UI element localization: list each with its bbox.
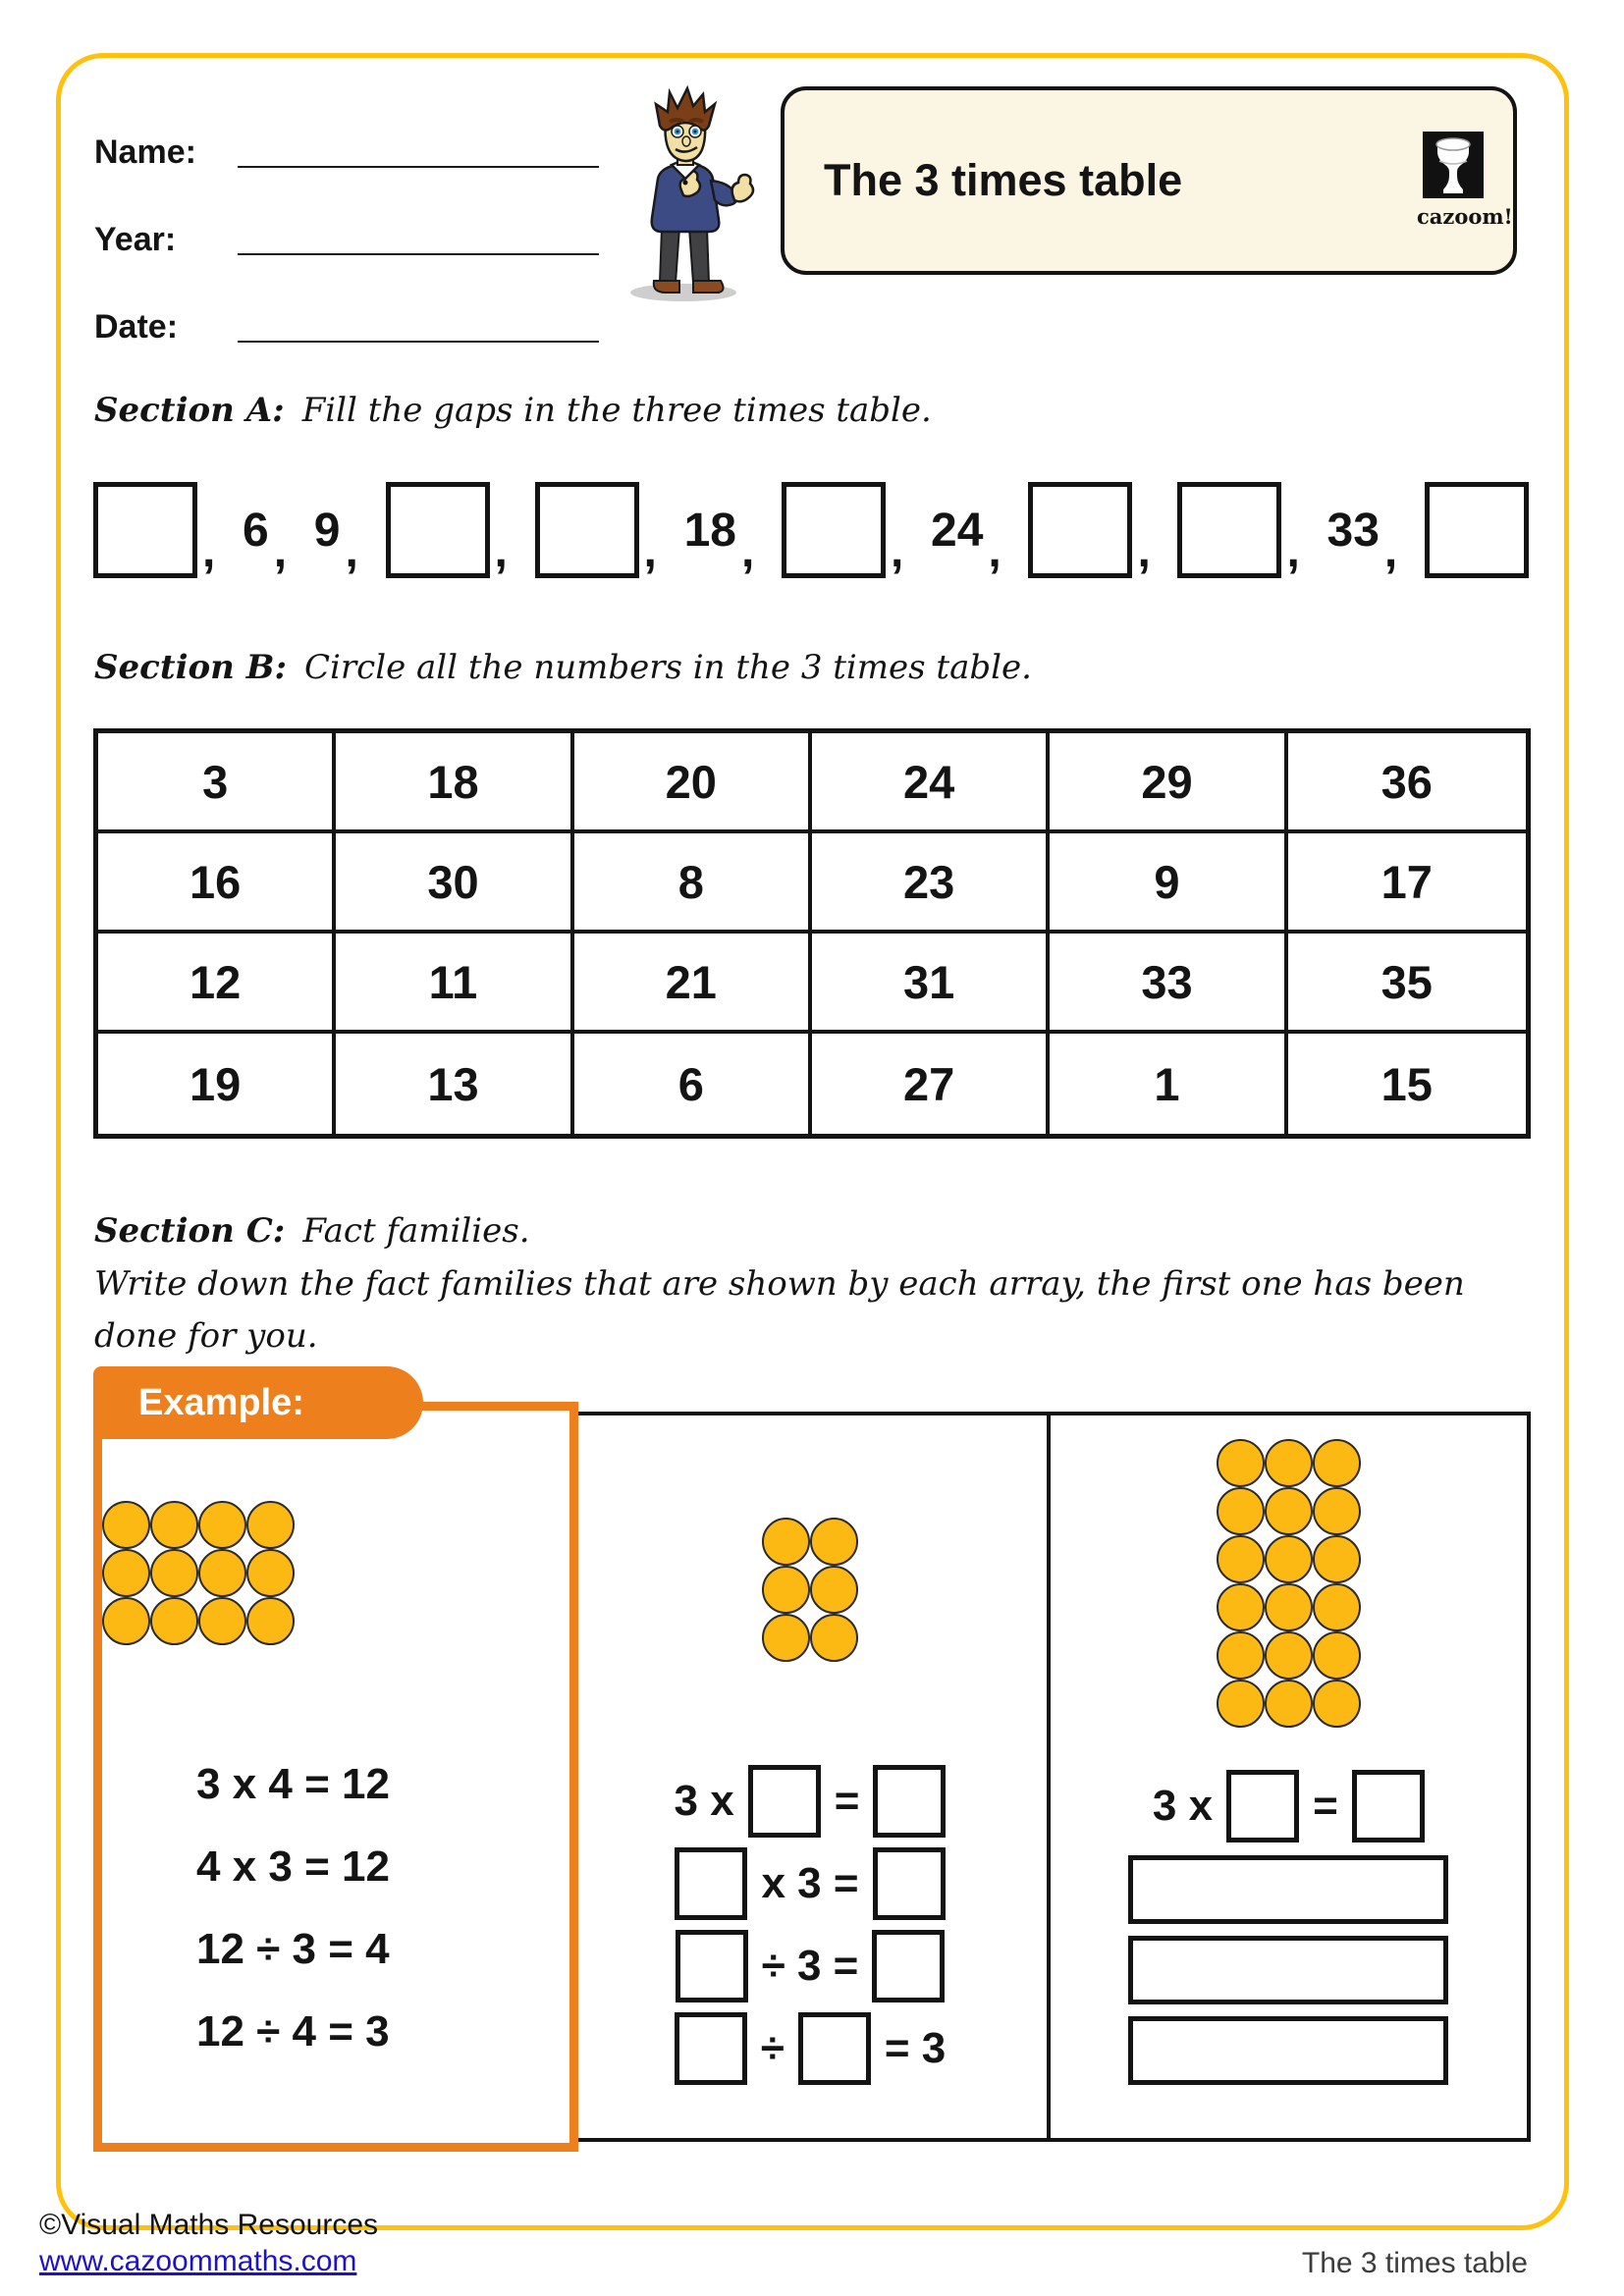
sequence-item — [684, 481, 757, 579]
counter-dot — [1313, 1631, 1361, 1680]
logo-wordmark: cazoom! — [1417, 204, 1513, 229]
sequence-item — [243, 481, 289, 579]
grid-number[interactable]: 35 — [1288, 934, 1526, 1034]
field-write-line[interactable] — [238, 166, 599, 168]
grid-number[interactable]: 9 — [1050, 833, 1287, 934]
equation-text: ÷ — [760, 2024, 785, 2072]
comma: , — [273, 525, 288, 577]
counter-dot — [198, 1549, 246, 1597]
answer-line[interactable] — [1128, 1855, 1448, 1924]
field-row — [94, 259, 599, 347]
sequence-item — [386, 481, 510, 579]
answer-box[interactable] — [93, 482, 197, 578]
equation-row — [1051, 1769, 1527, 1843]
grid-number[interactable]: 24 — [812, 733, 1050, 833]
counter-dot — [1217, 1583, 1265, 1631]
section-c-label: Section C: — [94, 1211, 286, 1251]
section-b-header — [94, 648, 1032, 687]
footer-worksheet-title: The 3 times table — [1301, 2247, 1528, 2279]
dot-array-12 — [102, 1501, 569, 1645]
answer-box[interactable] — [535, 482, 639, 578]
equation-text: = — [1313, 1782, 1338, 1830]
panel-array-of-18 — [1051, 1415, 1527, 2138]
counter-dot — [810, 1566, 858, 1614]
answer-box[interactable] — [675, 2012, 747, 2085]
grid-number[interactable]: 23 — [812, 833, 1050, 934]
sequence-item — [1177, 481, 1301, 579]
comma: , — [1286, 525, 1300, 577]
answer-box[interactable] — [748, 1765, 821, 1838]
counter-dot — [1217, 1487, 1265, 1535]
counter-dot — [1265, 1631, 1313, 1680]
counter-dot — [762, 1566, 810, 1614]
field-label: Date: — [94, 308, 179, 346]
field-write-line[interactable] — [238, 341, 599, 343]
footer-copyright: ©Visual Maths Resources — [39, 2209, 379, 2241]
counter-dot — [1265, 1680, 1313, 1728]
comma: , — [740, 525, 755, 577]
title-box — [781, 86, 1517, 275]
grid-number[interactable]: 30 — [336, 833, 573, 934]
counter-dot — [102, 1597, 150, 1645]
counter-dot — [246, 1549, 295, 1597]
sequence-item — [1327, 481, 1400, 579]
equation-rows-18 — [1051, 1761, 1527, 1843]
grid-number[interactable]: 15 — [1380, 1057, 1433, 1110]
grid-number[interactable]: 21 — [574, 934, 812, 1034]
grid-number[interactable]: 6 — [574, 1034, 812, 1134]
grid-number[interactable]: 19 — [98, 1034, 336, 1134]
sequence-number: 9 — [313, 504, 341, 557]
comma: , — [988, 525, 1001, 577]
counter-dot — [1217, 1439, 1265, 1487]
counter-dot — [810, 1614, 858, 1662]
grid-number[interactable]: 16 — [98, 833, 336, 934]
section-c-header — [94, 1211, 530, 1251]
counter-dot — [1217, 1680, 1265, 1728]
counter-dot — [762, 1518, 810, 1566]
equation-text: 3 x — [1152, 1782, 1214, 1830]
answer-box[interactable] — [1028, 482, 1132, 578]
comma: , — [643, 525, 657, 577]
counter-dot — [102, 1501, 150, 1549]
counter-dot — [150, 1549, 198, 1597]
field-label: Year: — [94, 221, 177, 258]
field-row — [94, 172, 599, 259]
sequence-item — [1028, 481, 1152, 579]
grid-number[interactable]: 3 — [98, 733, 336, 833]
fact-equation: 12 ÷ 3 = 4 — [196, 1925, 390, 1973]
grid-number[interactable]: 13 — [336, 1034, 573, 1134]
grid-number[interactable]: 33 — [1050, 934, 1287, 1034]
counter-dot — [246, 1597, 295, 1645]
counter-dot — [246, 1501, 295, 1549]
grid-number[interactable]: 36 — [1288, 733, 1526, 833]
answer-box[interactable] — [873, 1847, 946, 1920]
equation-text: ÷ 3 = — [761, 1942, 859, 1990]
comma: , — [1383, 525, 1398, 577]
field-label: Name: — [94, 133, 196, 171]
section-a-header — [94, 391, 932, 430]
sequence-item — [1425, 481, 1529, 579]
counter-dot — [198, 1501, 246, 1549]
sequence-number: 24 — [931, 504, 984, 557]
answer-box[interactable] — [676, 1930, 748, 2002]
grid-number[interactable]: 1 — [1050, 1034, 1287, 1134]
grid-number[interactable]: 31 — [812, 934, 1050, 1034]
counter-dot — [1265, 1583, 1313, 1631]
sequence-number: 33 — [1326, 504, 1380, 557]
comma: , — [202, 525, 216, 577]
answer-box[interactable] — [1177, 482, 1281, 578]
comma: , — [345, 525, 358, 577]
equation-text: = — [834, 1777, 860, 1825]
equation-text: x 3 = — [761, 1859, 859, 1907]
panel-array-of-6 — [573, 1415, 1050, 2138]
answer-box[interactable] — [873, 1765, 946, 1838]
comma: , — [890, 525, 904, 577]
sequence-item — [782, 481, 905, 579]
answer-line[interactable] — [1128, 1936, 1448, 2004]
counter-dot — [1265, 1487, 1313, 1535]
cazoom-logo — [1417, 132, 1513, 229]
equation-text: 3 x — [674, 1777, 734, 1825]
grid-number[interactable]: 11 — [336, 934, 573, 1034]
sequence-number: 18 — [683, 504, 736, 557]
answer-box[interactable] — [798, 2012, 871, 2085]
comma: , — [1137, 525, 1151, 577]
section-c-instruction: Fact families. — [302, 1211, 530, 1251]
answer-line[interactable] — [1128, 2016, 1448, 2085]
counter-dot — [1313, 1680, 1361, 1728]
counter-dot — [762, 1614, 810, 1662]
grid-number[interactable]: 29 — [1050, 733, 1287, 833]
counter-dot — [1313, 1487, 1361, 1535]
drum-icon — [1423, 186, 1484, 202]
footer-link[interactable]: www.cazoommaths.com — [39, 2245, 357, 2277]
section-a-label: Section A: — [94, 391, 285, 430]
example-tab: Example: — [93, 1366, 423, 1439]
answer-box[interactable] — [1226, 1770, 1299, 1842]
counter-dot — [1217, 1535, 1265, 1583]
sequence-item — [535, 481, 659, 579]
grid-number[interactable]: 18 — [336, 733, 573, 833]
answer-box[interactable] — [386, 482, 490, 578]
sequence-item — [931, 481, 1003, 579]
counter-dot — [1217, 1631, 1265, 1680]
answer-box[interactable] — [1352, 1770, 1425, 1842]
sequence-number: 6 — [243, 504, 269, 557]
comma: , — [494, 525, 508, 577]
section-b-label: Section B: — [94, 648, 288, 687]
counter-dot — [1265, 1535, 1313, 1583]
answer-box[interactable] — [782, 482, 886, 578]
section-b-instruction: Circle all the numbers in the 3 times table. — [304, 648, 1032, 687]
counter-dot — [1265, 1439, 1313, 1487]
header-fields — [94, 84, 599, 347]
equation-row — [573, 2011, 1046, 2086]
dot-array-18 — [1217, 1439, 1361, 1728]
equation-row — [573, 1846, 1046, 1921]
grid-number[interactable]: 20 — [574, 733, 812, 833]
fact-equation: 4 x 3 = 12 — [196, 1842, 390, 1891]
answer-box[interactable] — [872, 1930, 945, 2002]
section-a-instruction: Fill the gaps in the three times table. — [301, 391, 932, 430]
grid-number[interactable]: 12 — [98, 934, 336, 1034]
field-row — [94, 84, 599, 172]
example-equations — [196, 1743, 569, 2073]
counter-dot — [198, 1597, 246, 1645]
counter-dot — [102, 1549, 150, 1597]
grid-number[interactable]: 8 — [574, 833, 812, 934]
equation-row — [573, 1764, 1046, 1839]
equation-text: = 3 — [884, 2024, 947, 2072]
answer-box[interactable] — [1425, 482, 1529, 578]
page-title: The 3 times table — [824, 155, 1183, 205]
counter-dot — [1313, 1535, 1361, 1583]
number-grid — [93, 728, 1531, 1139]
boy-mascot-illustration — [605, 84, 770, 306]
section-c-description: Write down the fact families that are shown by each array, the first one has been done for you. — [94, 1264, 1465, 1356]
grid-number[interactable]: 17 — [1288, 833, 1526, 934]
sequence-item — [93, 481, 217, 579]
answer-lines — [1128, 1843, 1448, 2085]
counter-dot — [1313, 1439, 1361, 1487]
sequence-item — [314, 481, 360, 579]
equation-row — [573, 1929, 1046, 2003]
fact-equation: 3 x 4 = 12 — [196, 1760, 390, 1808]
counter-dot — [150, 1501, 198, 1549]
equation-rows-6 — [573, 1756, 1046, 2086]
dot-array-6 — [762, 1518, 858, 1662]
counter-dot — [150, 1597, 198, 1645]
sequence-row — [93, 481, 1529, 579]
example-panel — [93, 1402, 578, 2152]
grid-number[interactable]: 27 — [812, 1034, 1050, 1134]
field-write-line[interactable] — [238, 253, 599, 255]
counter-dot — [1313, 1583, 1361, 1631]
counter-dot — [810, 1518, 858, 1566]
fact-equation: 12 ÷ 4 = 3 — [196, 2007, 390, 2056]
answer-box[interactable] — [675, 1847, 747, 1920]
